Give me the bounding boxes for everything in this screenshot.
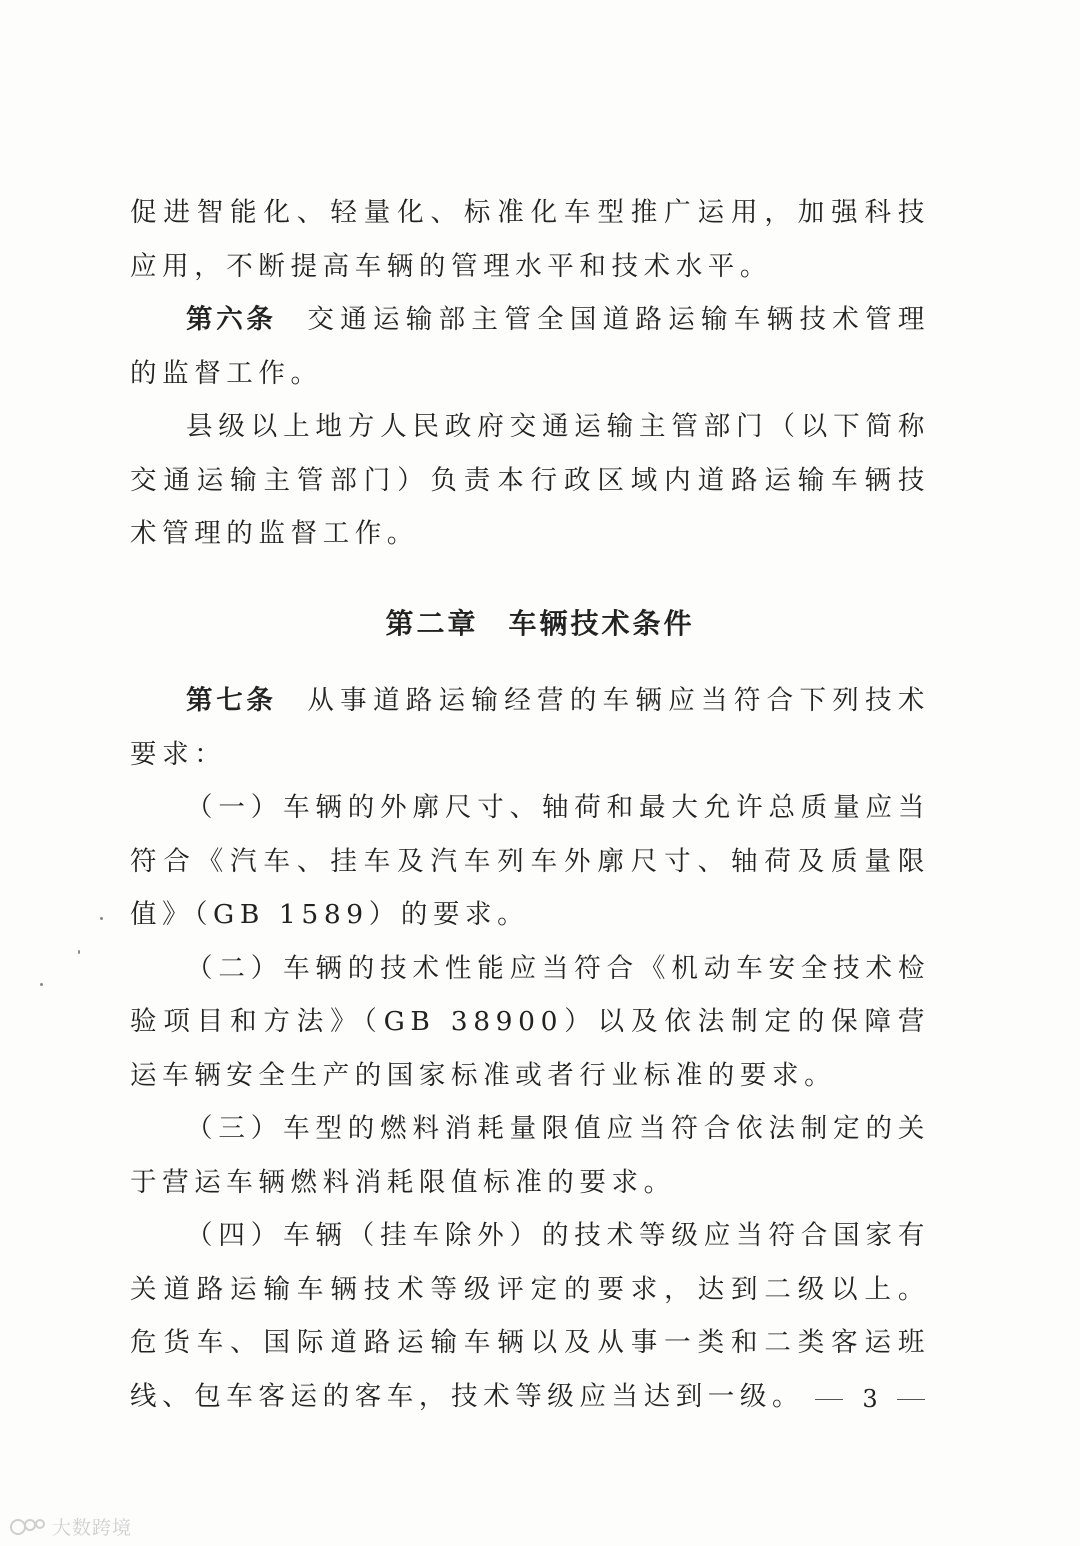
list-item: （三）车型的燃料消耗量限值应当符合依法制定的关于营运车辆燃料消耗限值标准的要求。: [130, 1113, 930, 1198]
scan-speck: [78, 950, 80, 954]
page-number-value: 3: [862, 1385, 878, 1413]
watermark: [8, 1513, 132, 1540]
list-item: （四）车辆（挂车除外）的技术等级应当符合国家有关道路运输车辆技术等级评定的要求，达到二级以上。危货车、国际道路运输车辆以及从事一类和二类客运班线、包车客运的客车，技术等级应当达到一级。: [130, 1220, 930, 1412]
scan-speck: [40, 983, 43, 986]
list-item: （二）车辆的技术性能应当符合《机动车安全技术检验项目和方法》（GB 38900）以及依法制定的保障营运车辆安全生产的国家标准或者行业标准的要求。: [130, 952, 930, 1091]
list-item: （一）车辆的外廓尺寸、轴荷和最大允许总质量应当符合《汽车、挂车及汽车列车外廓尺寸、轴荷及质量限值》（GB 1589）的要求。: [130, 792, 930, 930]
watermark-logo-icon: [8, 1516, 48, 1538]
chapter-title: 车辆技术条件: [508, 607, 695, 640]
paragraph-continuation: 促进智能化、轻量化、标准化车型推广运用，加强科技应用，不断提高车辆的管理水平和技术水平。: [130, 197, 930, 282]
article-7-label: 第七条: [186, 685, 277, 716]
watermark-text: 大数跨境: [52, 1517, 133, 1539]
article-7-paragraph: [130, 674, 930, 781]
scan-speck: [100, 917, 103, 920]
text-block-bottom: [130, 674, 930, 1423]
chapter-number: 第二章: [385, 607, 479, 640]
article-6-paragraph-2: 县级以上地方人民政府交通运输主管部门（以下简称交通运输主管部门）负责本行政区域内道路运输车辆技术管理的监督工作。: [130, 411, 930, 549]
page-number-dash-left: [815, 1399, 843, 1400]
article-6-text: 交通运输部主管全国道路运输车辆技术管理的监督工作。: [130, 304, 931, 389]
article-6-paragraph: [130, 293, 930, 400]
page-number-dash-right: [897, 1399, 925, 1400]
chapter-heading: [0, 602, 1080, 642]
article-7-text: 从事道路运输经营的车辆应当符合下列技术要求：: [130, 685, 931, 770]
page-number: [815, 1385, 925, 1413]
text-block-top: [130, 186, 930, 561]
article-6-label: 第六条: [186, 304, 277, 335]
